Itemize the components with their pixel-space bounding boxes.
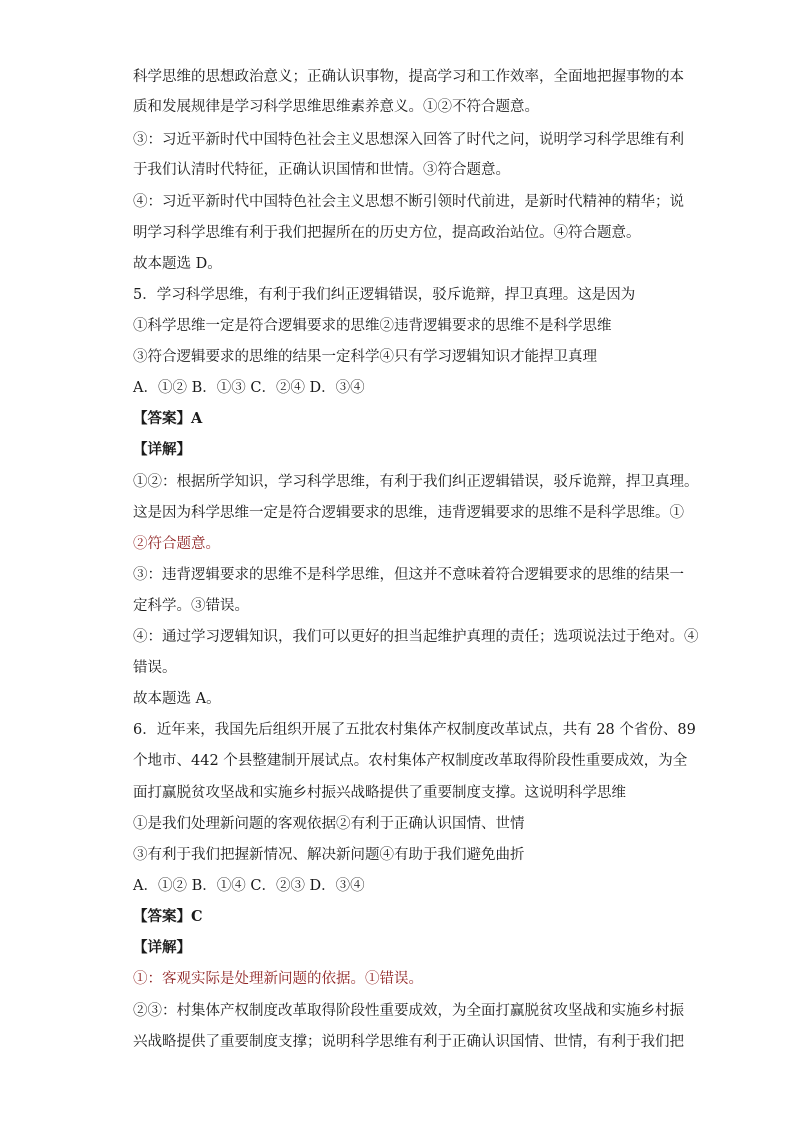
text-line: ①：客观实际是处理新问题的依据。①错误。 bbox=[133, 971, 423, 987]
text-line: ①②：根据所学知识，学习科学思维，有利于我们纠正逻辑错误，驳斥诡辩，捍卫真理。 bbox=[133, 474, 699, 490]
question-stem: 个地市、442 个县整建制开展试点。农村集体产权制度改革取得阶段性重要成效，为全 bbox=[133, 753, 688, 769]
question-stem: 5．学习科学思维，有利于我们纠正逻辑错误，驳斥诡辩，捍卫真理。这是因为 bbox=[133, 287, 636, 303]
text-line: ②③：村集体产权制度改革取得阶段性重要成效，为全面打赢脱贫攻坚战和实施乡村振 bbox=[133, 1003, 684, 1019]
text-line: 科学思维的思想政治意义；正确认识事物，提高学习和工作效率，全面地把握事物的本 bbox=[133, 69, 684, 85]
text-line: 定科学。③错误。 bbox=[133, 598, 249, 614]
text-line: 兴战略提供了重要制度支撑；说明科学思维有利于正确认识国情、世情，有利于我们把 bbox=[133, 1034, 684, 1050]
text-line: ②符合题意。 bbox=[133, 536, 220, 552]
text-line: ③：违背逻辑要求的思维不是科学思维，但这并不意味着符合逻辑要求的思维的结果一 bbox=[133, 567, 684, 583]
explanation-label: 【详解】 bbox=[133, 939, 191, 956]
text-line: ④：习近平新时代中国特色社会主义思想不断引领时代前进，是新时代精神的精华；说 bbox=[133, 194, 684, 210]
question-option: ③符合逻辑要求的思维的结果一定科学④只有学习逻辑知识才能捍卫真理 bbox=[133, 349, 597, 365]
question-stem: 面打赢脱贫攻坚战和实施乡村振兴战略提供了重要制度支撑。这说明科学思维 bbox=[133, 785, 626, 801]
explanation-label: 【详解】 bbox=[133, 441, 191, 458]
text-line: 故本题选 D。 bbox=[133, 256, 222, 272]
question-option: ③有利于我们把握新情况、解决新问题④有助于我们避免曲折 bbox=[133, 847, 525, 863]
text-line: 明学习科学思维有利于我们把握所在的历史方位，提高政治站位。④符合题意。 bbox=[133, 225, 641, 241]
answer-choices: A．①② B．①④ C．②③ D．③④ bbox=[133, 878, 365, 894]
text-line: ④：通过学习逻辑知识，我们可以更好的担当起维护真理的责任；选项说法过于绝对。④ bbox=[133, 629, 699, 645]
text-line: 故本题选 A。 bbox=[133, 691, 221, 707]
question-option: ①科学思维一定是符合逻辑要求的思维②违背逻辑要求的思维不是科学思维 bbox=[133, 318, 612, 334]
text-line: 这是因为科学思维一定是符合逻辑要求的思维，违背逻辑要求的思维不是科学思维。① bbox=[133, 505, 684, 521]
answer-label: 【答案】C bbox=[133, 908, 203, 925]
question-option: ①是我们处理新问题的客观依据②有利于正确认识国情、世情 bbox=[133, 816, 525, 832]
text-line: 于我们认清时代特征，正确认识国情和世情。③符合题意。 bbox=[133, 162, 510, 178]
text-line: 质和发展规律是学习科学思维思维素养意义。①②不符合题意。 bbox=[133, 99, 539, 115]
answer-choices: A．①② B．①③ C．②④ D．③④ bbox=[133, 380, 365, 396]
question-stem: 6．近年来，我国先后组织开展了五批农村集体产权制度改革试点，共有 28 个省份、89 bbox=[133, 722, 696, 738]
text-line: ③：习近平新时代中国特色社会主义思想深入回答了时代之问，说明学习科学思维有利 bbox=[133, 132, 684, 148]
answer-label: 【答案】A bbox=[133, 410, 203, 427]
text-line: 错误。 bbox=[133, 660, 177, 676]
